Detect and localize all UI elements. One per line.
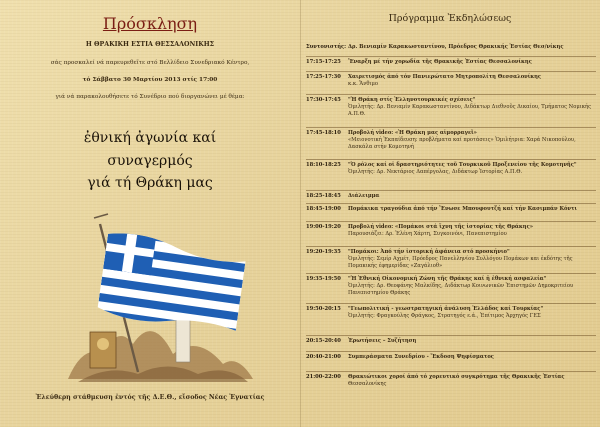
- program-time: 18:45-19:00: [306, 206, 341, 212]
- program-item-title: Χαιρετισμός ἀπό τόν Πανιερώτατο Μητροπολίτη Θεσσαλονίκης: [348, 74, 542, 80]
- program-item-title: Προβολή video: «Ἡ Θράκη μας αἱμορραγεῖ»: [348, 130, 477, 136]
- program-time: 21:00-22:00: [306, 374, 341, 380]
- program-row: [306, 374, 596, 388]
- program-time: 17:30-17:45: [306, 97, 341, 103]
- program-item-detail: Ὁμιλητής: Δρ. Θεοφάνης Μαλκίδης, Διδάκτωρ Κοινωνικῶν Ἐπιστημῶν Δημοκριτείου Πανεπιστημίου Θράκης: [348, 283, 574, 296]
- program-description: [348, 130, 596, 151]
- program-description: [348, 193, 596, 200]
- program-separator: [306, 159, 596, 160]
- program-time: 19:35-19:50: [306, 276, 341, 282]
- program-item-detail: κ.κ. Ἄνθιμο: [348, 81, 379, 87]
- program-separator: [306, 56, 596, 57]
- program-time: 20:40-21:00: [306, 354, 341, 360]
- invitation-title: Πρόσκληση: [102, 14, 198, 33]
- program-description: [348, 276, 596, 297]
- program-separator: [306, 273, 596, 274]
- program-row: [306, 206, 596, 213]
- program-description: [348, 338, 596, 345]
- program-time: 17:25-17:30: [306, 74, 341, 80]
- program-item-title: Προβολή video: «Πομάκοι στά ἴχνη τῆς ἱστορίας τῆς Θράκης»: [348, 224, 533, 230]
- program-item-title: Πομάκικα τραγούδια ἀπό τήν Ἕνωσε Μπουφουτζή καί τήν Κασιμπάν Κόντι: [348, 206, 578, 212]
- invitation-line-date: τό Σάββατο 30 Μαρτίου 2013 στίς 17:00: [82, 77, 218, 83]
- program-separator: [306, 127, 596, 128]
- program-item-detail: Ὁμιλητής: Σεμίρ Αχμέτ, Πρόεδρος Πανελληνίου Συλλόγου Πομάκων και ἐκδότης τῆς Πομακικής ἐφημερίδας «Ζαγάλιοθ»: [348, 256, 573, 269]
- greek-flag-illustration: [58, 204, 258, 394]
- program-item-detail: Ὁμιλητής: Δρ. Νεκτάριος Δαπέργολας, Διδάκτωρ Ἱστορίας Α.Π.Θ.: [348, 169, 523, 175]
- program-item-title: Ἔναρξη μέ τήν χορωδία τῆς Θρακικῆς Ἑστίας Θεσσαλονίκης: [348, 59, 532, 65]
- program-time: 20:15-20:40: [306, 338, 341, 344]
- program-row: [306, 74, 596, 88]
- program-separator: [306, 203, 596, 204]
- program-description: [348, 249, 596, 270]
- program-item-title: Διάλειμμα: [348, 193, 380, 199]
- program-separator: [306, 351, 596, 352]
- program-item-title: Συμπεράσματα Συνεδρίου - Ἔκδοση Ψηφίσματος: [348, 354, 494, 360]
- program-time: 19:00-19:20: [306, 224, 341, 230]
- program-separator: [306, 190, 596, 191]
- program-time: 17:15-17:25: [306, 59, 341, 65]
- program-description: [348, 162, 596, 176]
- program-description: [348, 224, 596, 238]
- program-separator: [306, 221, 596, 222]
- organizer-name: Η ΘΡΑΚΙΚΗ ΕΣΤΙΑ ΘΕΣΣΑΛΟΝΙΚΗΣ: [85, 41, 215, 48]
- program-description: [348, 97, 596, 118]
- slogan-line-3: γιά τή Θράκη μας: [87, 175, 213, 191]
- program-item-detail: Θεσσαλονίκης: [348, 381, 387, 387]
- program-row: [306, 97, 596, 118]
- parking-note: Ἐλεύθερη στάθμευση ἐντός τῆς Δ.Ε.Θ., εἴσοδος Νέας Ἐγνατίας: [35, 394, 265, 401]
- program-time: Συντονιστής:: [306, 44, 347, 50]
- program-separator: [306, 371, 596, 372]
- invitation-line-venue: σάς προσκαλεί νά παρευρεθεῖτε στό Βελλίδειο Συνεδριακό Κέντρο,: [50, 60, 250, 66]
- invitation-line-topic: γιά νά παρακολουθήσετε τό Συνέδριο πού διοργανώνει μέ θέμα:: [55, 94, 245, 100]
- program-row: [306, 130, 596, 151]
- program-item-detail: Ὁμιλητής: Δρ. Βενιαμίν Καρακωσταντίνου, Διδάκτωρ Διεθνοῦς Δικαίου, Τμήματος Νομικής Α.Π.Θ.: [348, 104, 591, 117]
- program-row: [306, 306, 596, 320]
- program-row: [306, 224, 596, 238]
- program-item-title: "Ὁ ρόλος καί οἱ δραστηριότητες τοῦ Τουρκικοῦ Προξενείου τῆς Κομοτηνῆς": [348, 162, 577, 168]
- program-item-title: "Πομάκοι: Ἀπό τήν ἱστορική ἀφάνεια στό προσκήνιο": [348, 249, 510, 255]
- program-separator: [306, 94, 596, 95]
- program-item-detail: Παρουσιάζει: Δρ. Ἑλένη Χάρτη, Συγκοινόνι, Πανεπιστημίου: [348, 231, 507, 237]
- program-item-detail: «Μειονοτική Ἐκπαίδευση: προβλήματα καί προτάσεις» Ὁμιλήτρια: Χαρά Νικοπούλου, Δασκάλα στήν Κομοτηνή: [348, 137, 576, 150]
- program-item-title: Δρ. Βενιαμίν Καρακωσταντίνου, Πρόεδρος Θρακικής Ἑστίας Θεσ/νίκης: [348, 44, 564, 50]
- program-time: 19:50-20:15: [306, 306, 341, 312]
- program-separator: [306, 303, 596, 304]
- program-row: [306, 276, 596, 297]
- program-time: 18:25-18:45: [306, 193, 341, 199]
- program-description: [348, 354, 596, 361]
- program-item-title: "Ἡ Ἐθνική Οἰκονομική Ζώνη τῆς Θράκης καί ἡ ἐθνική ασφαλεία": [348, 276, 547, 282]
- program-time: 17:45-18:10: [306, 130, 341, 136]
- program-row: [306, 249, 596, 270]
- program-row: [306, 162, 596, 176]
- program-row: [306, 338, 596, 345]
- program-separator: [306, 246, 596, 247]
- program-row: [306, 59, 596, 66]
- program-title: Πρόγραμμα Ἐκδηλώσεως: [388, 13, 512, 24]
- program-time: 19:20-19:35: [306, 249, 341, 255]
- program-item-title: "Ἡ Θράκη στίς Ἑλληνοτουρκικές σχέσεις": [348, 97, 476, 103]
- program-row: [306, 44, 596, 51]
- program-separator: [306, 71, 596, 72]
- slogan-line-2: συναγερμός: [107, 153, 193, 169]
- program-item-detail: Ὁμιλητής: Φραγκούλης Φράγκος, Στρατηγός ε.ά., Ἐπίτιμος Ἀρχηγός ΓΕΣ: [348, 313, 541, 319]
- program-item-title: Θρακιώτικοι χοροί ἀπό τό χορευτικό συγκρότημα τῆς Θρακικῆς Ἑστίας: [348, 374, 565, 380]
- program-separator: [306, 335, 596, 336]
- program-panel: [300, 0, 600, 427]
- slogan-line-1: ἐθνική ἀγωνία καί: [83, 130, 217, 146]
- program-item-title: Ἐρωτήσεις – Συζήτηση: [348, 338, 417, 344]
- program-description: [348, 44, 596, 51]
- program-description: [348, 206, 596, 213]
- program-row: [306, 193, 596, 200]
- program-description: [348, 59, 596, 66]
- program-description: [348, 374, 596, 388]
- program-item-title: "Γεωπολιτική - γεωστρατηγική ἀνάλυση Ἑλλάδος καί Τουρκίας": [348, 306, 544, 312]
- program-description: [348, 74, 596, 88]
- program-description: [348, 306, 596, 320]
- program-time: 18:10-18:25: [306, 162, 341, 168]
- program-row: [306, 354, 596, 361]
